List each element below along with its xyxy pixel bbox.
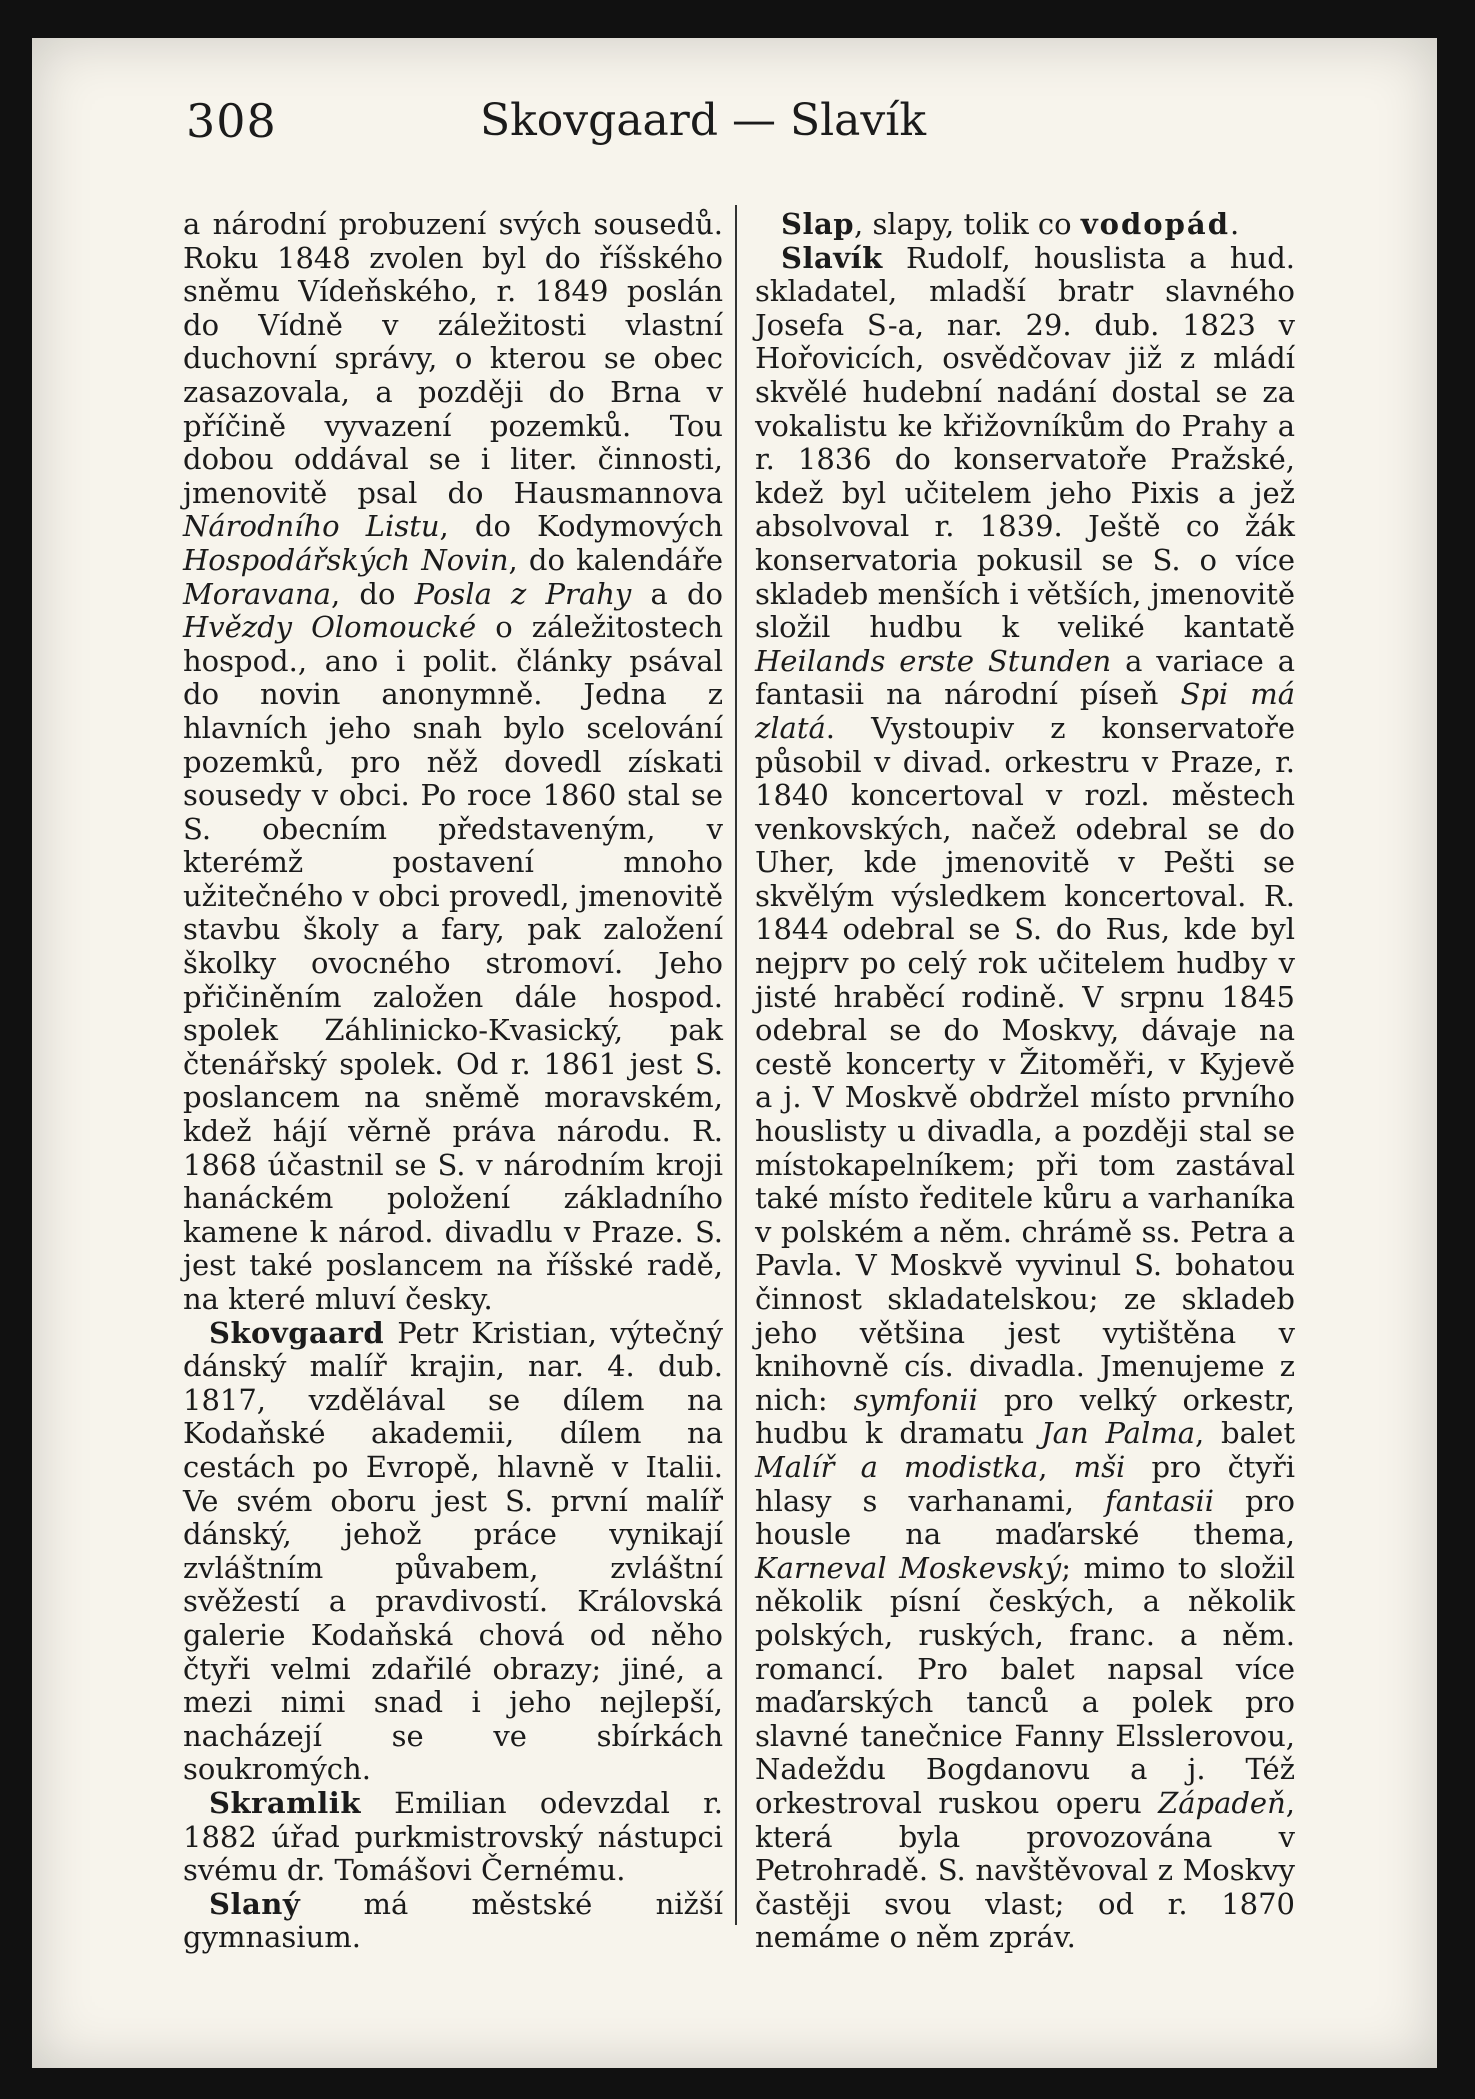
- headword: Skovgaard: [209, 1315, 385, 1350]
- italic-title: Posla z Prahy: [414, 576, 632, 611]
- entry-slany: Slaný má městské nižší gymnasium.: [183, 1886, 723, 1955]
- column-divider: [735, 205, 737, 1925]
- headword: Slavík: [781, 240, 883, 275]
- headword: Skramlik: [209, 1785, 361, 1820]
- italic-title: Hvězdy Olomoucké: [183, 610, 477, 645]
- italic-title: fantasii: [1104, 1483, 1215, 1518]
- italic-title: Jan Palma: [1041, 1416, 1196, 1451]
- headword: Slap: [781, 207, 855, 241]
- italic-title: mši: [1073, 1449, 1126, 1484]
- headword: Slaný: [209, 1886, 301, 1921]
- italic-title: Karneval Moskevský: [755, 1550, 1062, 1585]
- italic-title: Malíř a modistka: [755, 1449, 1039, 1484]
- page-header: [150, 86, 1310, 156]
- left-column: [183, 208, 723, 1955]
- right-column: [755, 208, 1295, 1955]
- entry-slavik: Slavík Rudolf, houslista a hud. skladatel, mladší bratr slavného Josefa S-a, nar. 29. dub. 1823 v Hořovicích, osvědčovav již z mládí skvělé hudební nadání dostal se za vokalistu ke křižovníkům do Prahy a r. 1836 do konservatoře Pražské, kdež byl učitelem jeho Pixis a jež absolvoval r. 1839. Ještě co žák konservatoria pokusil se S. o více skladeb menších i větších, jmenovitě složil hudbu k veliké kantatě Heilands erste Stunden a variace a fantasii na národní píseň Spi má zlatá. Vystoupiv z konservatoře působil v divad. orkestru v Praze, r. 1840 koncertoval v rozl. městech venkovských, načež odebral se do Uher, kde jmenovitě v Pešti se skvělým výsledkem koncertoval. R. 1844 odebral se S. do Rus, kde byl nejprv po celý rok učitelem hudby v jisté hraběcí rodině. V srpnu 1845 odebral se do Moskvy, dávaje na cestě koncerty v Žitoměři, v Kyjevě a j. V Moskvě obdržel místo prvního houslisty u divadla, a později stal se místokapelníkem; při tom zastával také místo ředitele kůru a varhaníka v polském a něm. chrámě ss. Petra a Pavla. V Moskvě vyvinul S. bohatou činnost skladatelskou; ze skladeb jeho většina jest vytištěna v knihovně cís. divadla. Jmenujeme z nich: symfonii pro velký orkestr, hudbu k dramatu Jan Palma, balet Malíř a modistka, mši pro čtyři hlasy s varhanami, fantasii pro housle na maďarské thema, Karneval Moskevský; mimo to složil několik písní českých, a několik polských, ruských, franc. a něm. romancí. Pro balet napsal více maďarských tanců a polek pro slavné tanečnice Fanny Elsslerovou, Nadeždu Bogdanovu a j. Též orkestroval ruskou operu Západeň, která byla provozována v Petrohradě. S. navštěvoval z Moskvy častěji svou vlast; od r. 1870 nemáme o něm zpráv.: [755, 240, 1295, 1955]
- entry-skramlik: Skramlik Emilian odevzdal r. 1882 úřad purkmistrovský nástupci svému dr. Tomášovi Černému.: [183, 1785, 723, 1888]
- italic-title: Hospodářských Novin: [183, 542, 509, 577]
- spaced-term: vodopád: [1080, 207, 1230, 241]
- italic-title: Národního Listu: [183, 509, 440, 544]
- italic-title: Heilands erste Stunden: [755, 643, 1112, 678]
- italic-title: symfonii: [853, 1382, 978, 1417]
- italic-title: Spi má zlatá: [755, 677, 1295, 745]
- entry-slap: Slap, slapy, tolik co vodopád.: [781, 207, 1240, 241]
- entry-continuation: a národní probuzení svých sousedů. Roku 1848 zvolen byl do říšského sněmu Vídeňského, r. 1849 poslán do Vídně v záležitosti vlastní duchovní správy, o kterou se obec zasazovala, a později do Brna v příčině vyvazení pozemků. Tou dobou oddával se i liter. činnosti, jmenovitě psal do Hausmannova Národního Listu, do Kodymových Hospodářských Novin, do kalendáře Moravana, do Posla z Prahy a do Hvězdy Olomoucké o záležitostech hospod., ano i polit. články psával do novin anonymně. Jedna z hlavních jeho snah bylo scelování pozemků, pro něž dovedl získati sousedy v obci. Po roce 1860 stal se S. obecním představeným, v kterémž postavení mnoho užitečného v obci provedl, jmenovitě stavbu školy a fary, pak založení školky ovocného stromoví. Jeho přičiněním založen dále hospod. spolek Záhlinicko-Kvasický, pak čtenářský spolek. Od r. 1861 jest S. poslancem na sněmě moravském, kdež hájí věrně práva národu. R. 1868 účastnil se S. v národním kroji hanáckém položení základního kamene k národ. divadlu v Praze. S. jest také poslancem na říšské radě, na které mluví česky.: [183, 207, 724, 1316]
- page-number: 308: [186, 94, 277, 148]
- running-head: Skovgaard — Slavík: [480, 95, 926, 146]
- entry-skovgaard: Skovgaard Petr Kristian, výtečný dánský malíř krajin, nar. 4. dub. 1817, vzdělával se dílem na Kodaňské akademii, dílem na cestách po Evropě, hlavně v Italii. Ve svém oboru jest S. první malíř dánský, jehož práce vynikají zvláštním půvabem, zvláštní svěžestí a pravdivostí. Královská galerie Kodaňská chová od něho čtyři velmi zdařilé obrazy; jiné, a mezi nimi snad i jeho nejlepší, nacházejí se ve sbírkách soukromých.: [183, 1315, 723, 1787]
- italic-title: Moravana: [183, 576, 331, 611]
- italic-title: Západeň: [1158, 1785, 1286, 1820]
